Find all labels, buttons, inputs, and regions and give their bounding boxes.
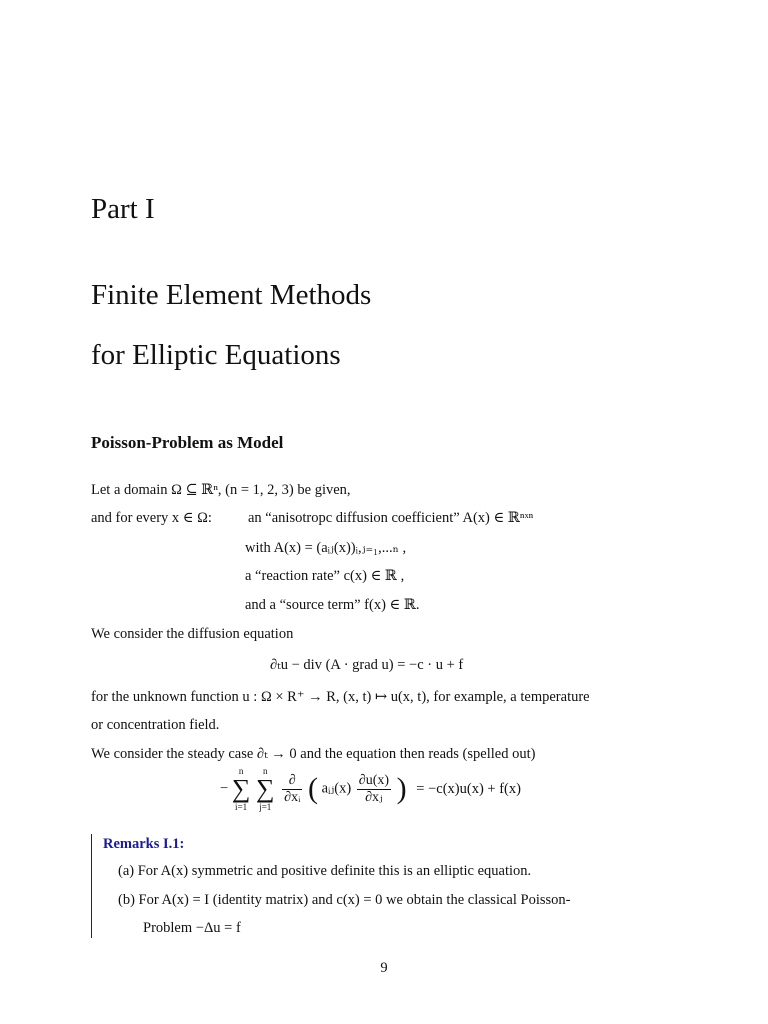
sum-i-upper: n (238, 766, 244, 776)
text-for-every-x: and for every x ∈ Ω: (91, 510, 212, 526)
sigma-symbol: ∑ (255, 774, 275, 803)
sum-i (232, 766, 251, 812)
fraction-denominator: ∂xⱼ (365, 789, 383, 805)
eq-right-hand-side: = −c(x)u(x) + f(x) (416, 780, 521, 797)
paren-open: ( (308, 772, 318, 805)
part-label: Part I (91, 193, 155, 225)
sum-i-lower: i=1 (235, 802, 248, 812)
remark-a: (a) For A(x) symmetric and positive definite this is an elliptic equation. (118, 863, 532, 879)
sum-j-lower: j=1 (259, 802, 272, 812)
fraction-denominator: ∂xᵢ (284, 789, 301, 805)
remark-b: (b) For A(x) = I (identity matrix) and c(x) = 0 we obtain the classical Poisson- (118, 892, 571, 908)
remarks-title: Remarks I.1: (103, 836, 185, 852)
text-reaction-rate: a “reaction rate” c(x) ∈ ℝ , (245, 568, 405, 584)
fraction-numerator: ∂ (282, 773, 302, 790)
sum-j (256, 766, 275, 812)
fraction-du-dxj (357, 773, 391, 806)
sum-j-upper: n (263, 766, 268, 776)
equation-diffusion: ∂ₜu − div (A · grad u) = −c · u + f (270, 657, 464, 673)
remark-b-continued: Problem −Δu = f (143, 920, 241, 936)
text-source-term: and a “source term” f(x) ∈ ℝ. (245, 597, 420, 613)
paren-close: ) (396, 772, 407, 805)
fraction-d-dxi (282, 773, 302, 806)
coefficient-aij: aᵢⱼ(x) (321, 780, 352, 797)
eq-minus: − (220, 780, 229, 797)
remarks-border (91, 834, 92, 938)
text-matrix-entries: with A(x) = (aᵢⱼ(x))ᵢ,ⱼ₌₁,...ₙ , (245, 540, 407, 556)
page-number: 9 (380, 960, 388, 976)
text-steady-case: We consider the steady case ∂ₜ → 0 and the equation then reads (spelled out) (91, 746, 536, 762)
text-domain-given: Let a domain Ω ⊆ ℝⁿ, (n = 1, 2, 3) be given, (91, 482, 351, 498)
text-unknown-function: for the unknown function u : Ω × R⁺ → R, (x, t) ↦ u(x, t), for example, a temperature (91, 689, 590, 705)
equation-elliptic (220, 766, 521, 812)
sigma-symbol: ∑ (231, 774, 251, 803)
fraction-numerator: ∂u(x) (358, 772, 390, 788)
text-consider-diffusion: We consider the diffusion equation (91, 626, 294, 642)
text-diffusion-coefficient: an “anisotropc diffusion coefficient” A(x) ∈ ℝⁿˣⁿ (248, 510, 534, 526)
section-heading: Poisson-Problem as Model (91, 433, 284, 452)
chapter-title-line1: Finite Element Methods (91, 279, 372, 311)
chapter-title-line2: for Elliptic Equations (91, 339, 341, 371)
text-concentration-field: or concentration field. (91, 717, 220, 733)
